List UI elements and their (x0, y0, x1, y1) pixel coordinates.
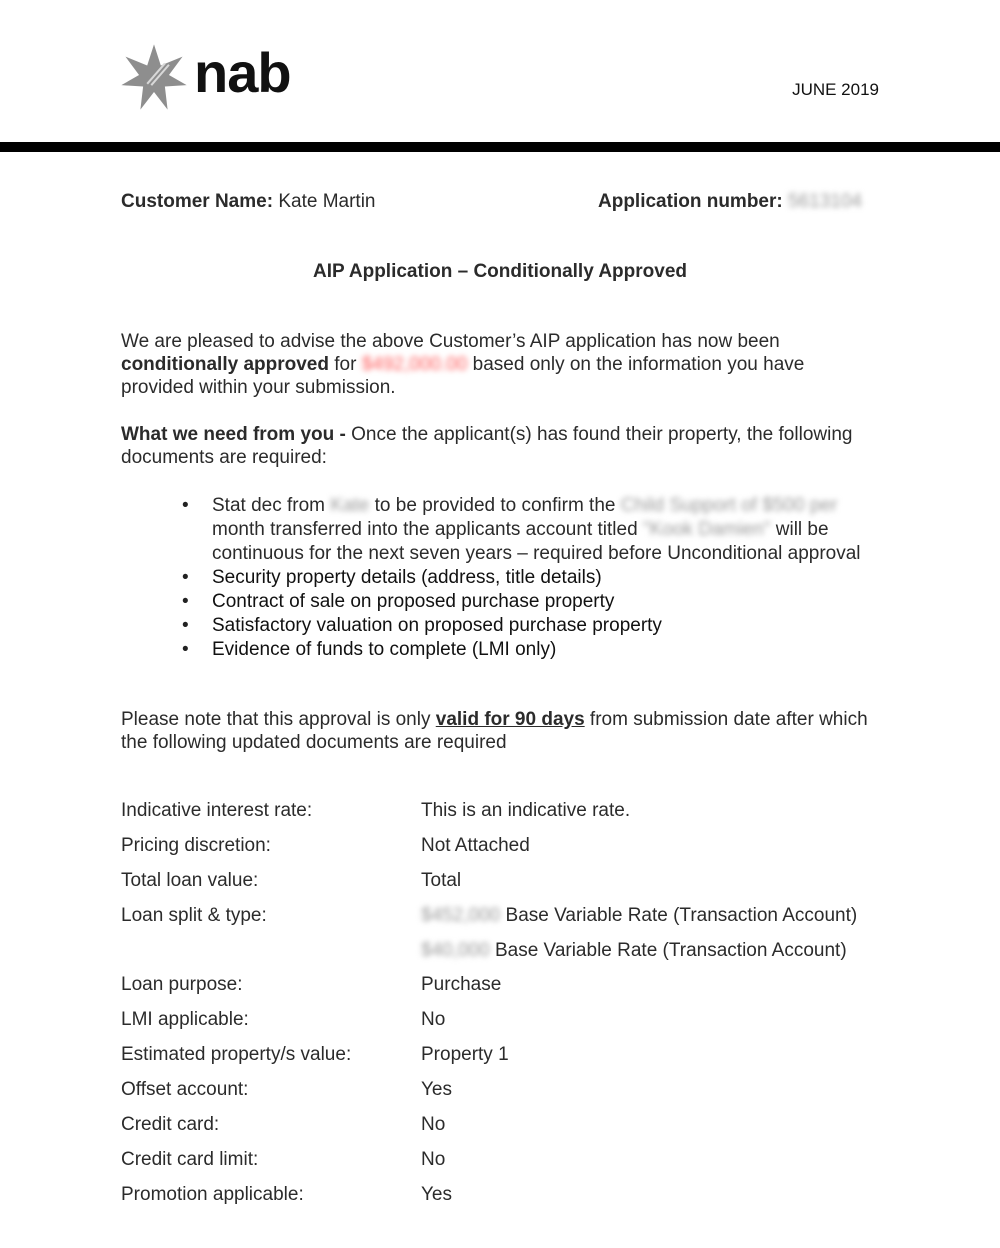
application-number (598, 191, 862, 213)
detail-row (121, 1149, 857, 1184)
doc-text: Stat dec from (212, 495, 331, 516)
detail-label: Indicative interest rate: (121, 800, 313, 821)
detail-label: Estimated property/s value: (121, 1044, 352, 1066)
detail-value: No (421, 1114, 446, 1136)
detail-value: Yes (421, 1079, 452, 1101)
redacted-account: "Kook Damien" (642, 519, 771, 540)
detail-row (121, 905, 857, 940)
loan-details (121, 800, 857, 1219)
detail-row (121, 835, 857, 870)
doc-text: will be continuous for the next seven years – required before Unconditional approval (212, 519, 861, 564)
page-title: AIP Application – Conditionally Approved (312, 261, 688, 282)
detail-label: Pricing discretion: (121, 834, 271, 856)
intro-paragraph (121, 330, 881, 399)
detail-label: Offset account: (121, 1079, 249, 1101)
brand-wordmark: nab (194, 40, 291, 104)
customer-name-label: Customer Name: (121, 191, 274, 212)
detail-value: Yes (421, 1183, 452, 1205)
loan-type: Base Variable Rate (Transaction Account) (500, 904, 858, 926)
needs-paragraph (121, 423, 881, 469)
intro-text-1: We are pleased to advise the above Customer’s AIP application has now been (121, 331, 780, 352)
detail-value: Total (421, 869, 462, 891)
intro-text-3: based only on the information you have provided within your submission. (121, 354, 805, 398)
detail-value: This is an indicative rate. (421, 800, 631, 821)
list-item: • Satisfactory valuation on proposed purchase property (182, 614, 882, 638)
redacted-support: Child Support of $500 per (620, 495, 838, 516)
nab-logo (120, 42, 291, 112)
needs-heading: What we need from you - (121, 424, 346, 445)
nab-star-icon (120, 43, 188, 111)
detail-label: Credit card: (121, 1114, 220, 1136)
application-number-value: 5613104 (788, 191, 862, 212)
list-item (182, 494, 882, 566)
detail-label: Loan split & type: (121, 904, 267, 926)
list-item: • Security property details (address, title details) (182, 566, 882, 590)
validity-text-2: from submission date after which the following updated documents are required (121, 709, 868, 753)
detail-label: Credit card limit: (121, 1148, 259, 1170)
detail-row (121, 1114, 857, 1149)
doc-text: to be provided to confirm the (369, 495, 621, 516)
document-date: JUNE 2019 (792, 80, 879, 99)
doc-text: month transferred into the applicants account titled (212, 519, 643, 540)
needs-text: Once the applicant(s) has found their property, the following documents are required: (121, 424, 853, 468)
detail-row (121, 1044, 857, 1079)
approved-amount: $492,000.00 (361, 354, 468, 375)
detail-value: Property 1 (421, 1044, 509, 1066)
detail-value: No (421, 1009, 446, 1031)
detail-value (421, 940, 847, 962)
detail-value: Purchase (421, 974, 502, 996)
list-item: • Contract of sale on proposed purchase property (182, 590, 882, 614)
customer-name (121, 191, 375, 213)
intro-bold: conditionally approved (121, 354, 329, 375)
validity-text-1: Please note that this approval is only (121, 709, 436, 730)
detail-value (421, 905, 857, 927)
redacted-loan-amount: $452,000 (421, 904, 501, 926)
detail-row (121, 1184, 857, 1219)
redacted-loan-amount: $40,000 (421, 939, 490, 961)
detail-row (121, 800, 857, 835)
detail-label: Total loan value: (121, 869, 259, 891)
list-item: • Evidence of funds to complete (LMI only) (182, 638, 882, 662)
detail-label: Loan purpose: (121, 974, 243, 996)
detail-label: LMI applicable: (121, 1009, 249, 1031)
detail-label: Promotion applicable: (121, 1183, 304, 1205)
detail-row (121, 870, 857, 905)
detail-row (121, 1079, 857, 1114)
detail-row (121, 940, 857, 975)
detail-value: No (421, 1148, 446, 1170)
required-documents-list (182, 494, 882, 662)
detail-row (121, 974, 857, 1009)
customer-name-value: Kate Martin (278, 191, 376, 212)
redacted-name: Kate (330, 495, 370, 516)
intro-text-2: for (328, 354, 362, 375)
validity-paragraph (121, 708, 881, 754)
detail-value: Not Attached (421, 834, 530, 856)
loan-type: Base Variable Rate (Transaction Account) (489, 939, 847, 961)
validity-period: valid for 90 days (435, 709, 585, 730)
application-number-label: Application number: (598, 191, 783, 212)
detail-row (121, 1009, 857, 1044)
header-divider (0, 142, 1000, 152)
